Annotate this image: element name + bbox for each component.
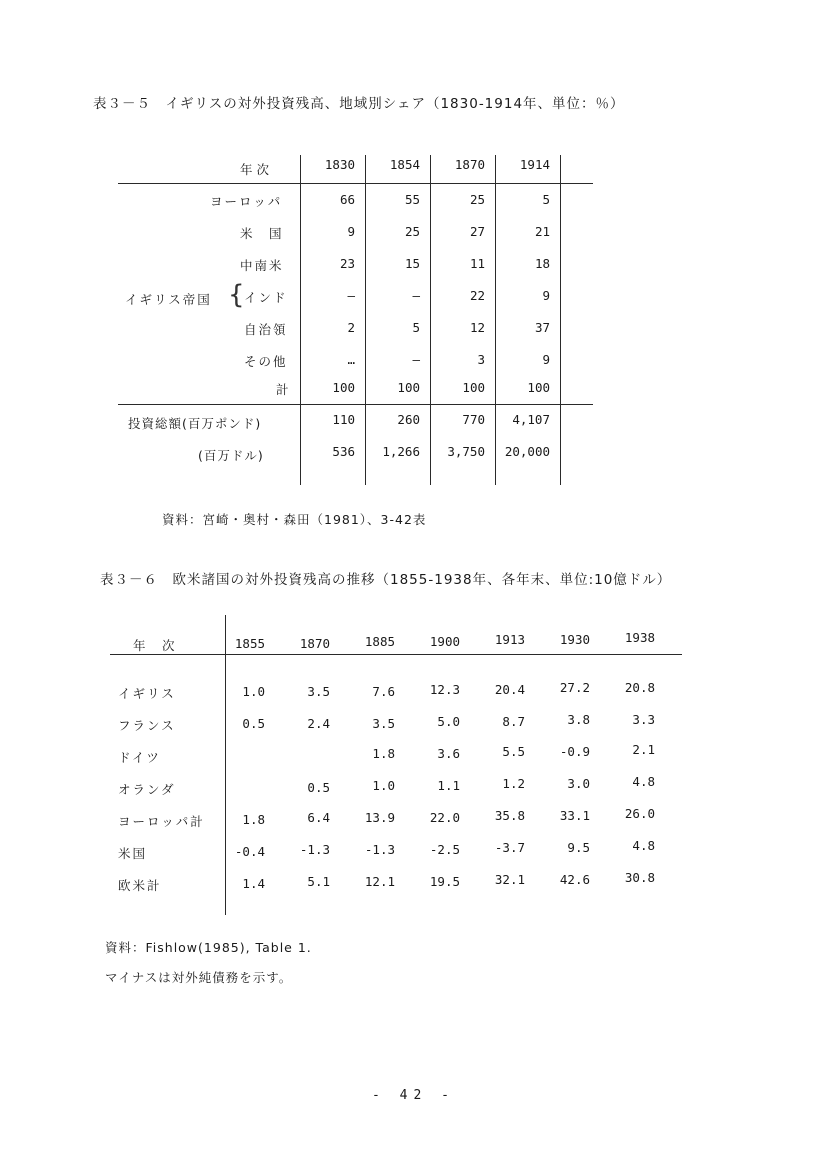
table2-caption: 表３－６ 欧米諸国の対外投資残高の推移（1855-1938年、各年末、単位:10億ドル）: [100, 572, 672, 588]
table2-cell: 4.8: [632, 774, 655, 789]
table2-cell: 27.2: [559, 680, 590, 695]
table2-cell: 8.7: [502, 714, 525, 729]
table1-cell: 25: [404, 224, 420, 239]
table1-col-divider: [560, 155, 561, 485]
table1-row-label: ヨーロッパ: [210, 194, 283, 209]
table2-cell: 3.3: [632, 712, 655, 727]
table2-cell: 7.6: [372, 684, 395, 699]
table2-cell: 2.4: [307, 716, 330, 731]
table2-source: 資料：Fishlow(1985), Table 1.: [105, 940, 312, 955]
table2-cell: 13.9: [364, 810, 395, 825]
table2-cell: 0.5: [307, 780, 330, 795]
table1-year-1914: 1914: [519, 157, 550, 172]
table2-cell: 2.1: [632, 742, 655, 757]
table1-cell: 5: [412, 320, 420, 335]
table2-cell: 20.4: [494, 682, 525, 697]
table2-year: 1913: [494, 632, 525, 647]
table2-cell: 5.5: [502, 744, 525, 759]
table1-cell: 100: [397, 380, 420, 395]
table1-total-label: (百万ドル): [198, 448, 264, 463]
table1-cell: 55: [404, 192, 420, 207]
table2-header-label: 年 次: [133, 638, 177, 653]
table2-cell: 1.2: [502, 776, 525, 791]
table1-cell: 100: [332, 380, 355, 395]
table1-cell: 25: [469, 192, 485, 207]
table2-cell: 1.0: [242, 684, 265, 699]
table2-row-divider: [225, 615, 226, 915]
table2-cell: 19.5: [429, 874, 460, 889]
table1-cell: 11: [469, 256, 485, 271]
table1-total-rule: [118, 404, 593, 405]
table1-cell: —: [412, 288, 420, 303]
table2-cell: 26.0: [624, 806, 655, 821]
table1-group-brace: {: [228, 280, 245, 310]
table2-cell: 5.0: [437, 714, 460, 729]
table1-cell: 23: [339, 256, 355, 271]
table1-year-1870: 1870: [454, 157, 485, 172]
table1-cell: 27: [469, 224, 485, 239]
table2-row-label: 欧米計: [118, 878, 162, 893]
table2-cell: 0.5: [242, 716, 265, 731]
table2-cell: 12.3: [429, 682, 460, 697]
table1-cell: 9: [347, 224, 355, 239]
table1-source: 資料：宮崎・奥村・森田（1981）、3-42表: [162, 512, 427, 527]
table2-cell: 1.8: [372, 746, 395, 761]
table2-row-label: ドイツ: [118, 750, 161, 765]
table2-row-label: オランダ: [118, 782, 176, 797]
table2-year: 1870: [299, 636, 330, 651]
table2-cell: 3.8: [567, 712, 590, 727]
table2-cell: 6.4: [307, 810, 330, 825]
table2-year: 1885: [364, 634, 395, 649]
table2-cell: 22.0: [429, 810, 460, 825]
table1-cell: 18: [534, 256, 550, 271]
table1-cell: 2: [347, 320, 355, 335]
table1-cell: 110: [332, 412, 355, 427]
table1-cell: 37: [534, 320, 550, 335]
table1-cell: 3: [477, 352, 485, 367]
table2-row-label: イギリス: [118, 686, 176, 701]
table1-cell: 9: [542, 288, 550, 303]
table2-cell: 32.1: [494, 872, 525, 887]
table1-row-label: 米 国: [240, 226, 284, 241]
table1-row-label: 中南米: [240, 258, 284, 273]
table2-cell: -0.9: [559, 744, 590, 759]
table1-header-rule: [118, 183, 593, 184]
table2-cell: -1.3: [299, 842, 330, 857]
table1-cell: 15: [404, 256, 420, 271]
table2-cell: 20.8: [624, 680, 655, 695]
table1-cell: 100: [527, 380, 550, 395]
table1-cell: 100: [462, 380, 485, 395]
table2-cell: 1.8: [242, 812, 265, 827]
table2-cell: -1.3: [364, 842, 395, 857]
table2-year: 1900: [429, 634, 460, 649]
table2-cell: 1.0: [372, 778, 395, 793]
table2-cell: 5.1: [307, 874, 330, 889]
table1-group-label: イギリス帝国: [125, 292, 212, 307]
table1-row-label: 計: [276, 382, 291, 397]
table2-cell: 4.8: [632, 838, 655, 853]
table1-cell: —: [412, 352, 420, 367]
table1-cell: 21: [534, 224, 550, 239]
table1-cell: …: [347, 352, 355, 367]
table1-total-label: 投資総額(百万ポンド): [128, 416, 262, 431]
table2-cell: 30.8: [624, 870, 655, 885]
table2-cell: 35.8: [494, 808, 525, 823]
table1-cell: —: [347, 288, 355, 303]
table1-year-1830: 1830: [324, 157, 355, 172]
table2-row-label: 米国: [118, 846, 148, 861]
table1-cell: 20,000: [504, 444, 550, 459]
table2-header-rule: [110, 654, 682, 655]
table1-cell: 1,266: [382, 444, 420, 459]
table1-cell: 3,750: [447, 444, 485, 459]
table1-cell: 12: [469, 320, 485, 335]
table1-cell: 5: [542, 192, 550, 207]
table2-cell: -2.5: [429, 842, 460, 857]
table1-cell: 260: [397, 412, 420, 427]
table1-row-label: 自治領: [244, 322, 288, 337]
table2-cell: 3.0: [567, 776, 590, 791]
page-number: - 42 -: [372, 1088, 455, 1103]
table1-cell: 536: [332, 444, 355, 459]
table2-year: 1930: [559, 632, 590, 647]
table2-cell: 1.4: [242, 876, 265, 891]
table1-cell: 66: [339, 192, 355, 207]
table2-cell: -0.4: [234, 844, 265, 859]
table2-cell: 33.1: [559, 808, 590, 823]
table1-cell: 770: [462, 412, 485, 427]
table1-cell: 22: [469, 288, 485, 303]
table1-row-label: インド: [244, 290, 288, 305]
table1-year-1854: 1854: [389, 157, 420, 172]
table2-cell: 3.6: [437, 746, 460, 761]
table2-year: 1938: [624, 630, 655, 645]
table2-row-label: フランス: [118, 718, 176, 733]
table2-cell: -3.7: [494, 840, 525, 855]
table2-cell: 12.1: [364, 874, 395, 889]
table1-caption: 表３－５ イギリスの対外投資残高、地域別シェア（1830-1914年、単位：％）: [93, 96, 625, 112]
table1-cell: 9: [542, 352, 550, 367]
table2-year: 1855: [234, 636, 265, 651]
table2-cell: 42.6: [559, 872, 590, 887]
table2-cell: 3.5: [307, 684, 330, 699]
table1-row-label: その他: [244, 354, 288, 369]
table2-note: マイナスは対外純債務を示す。: [105, 970, 293, 985]
table2-cell: 3.5: [372, 716, 395, 731]
table2-row-label: ヨーロッパ計: [118, 814, 205, 829]
table2-cell: 1.1: [437, 778, 460, 793]
table2-cell: 9.5: [567, 840, 590, 855]
table1-cell: 4,107: [512, 412, 550, 427]
table1-header-label: 年次: [240, 162, 274, 177]
